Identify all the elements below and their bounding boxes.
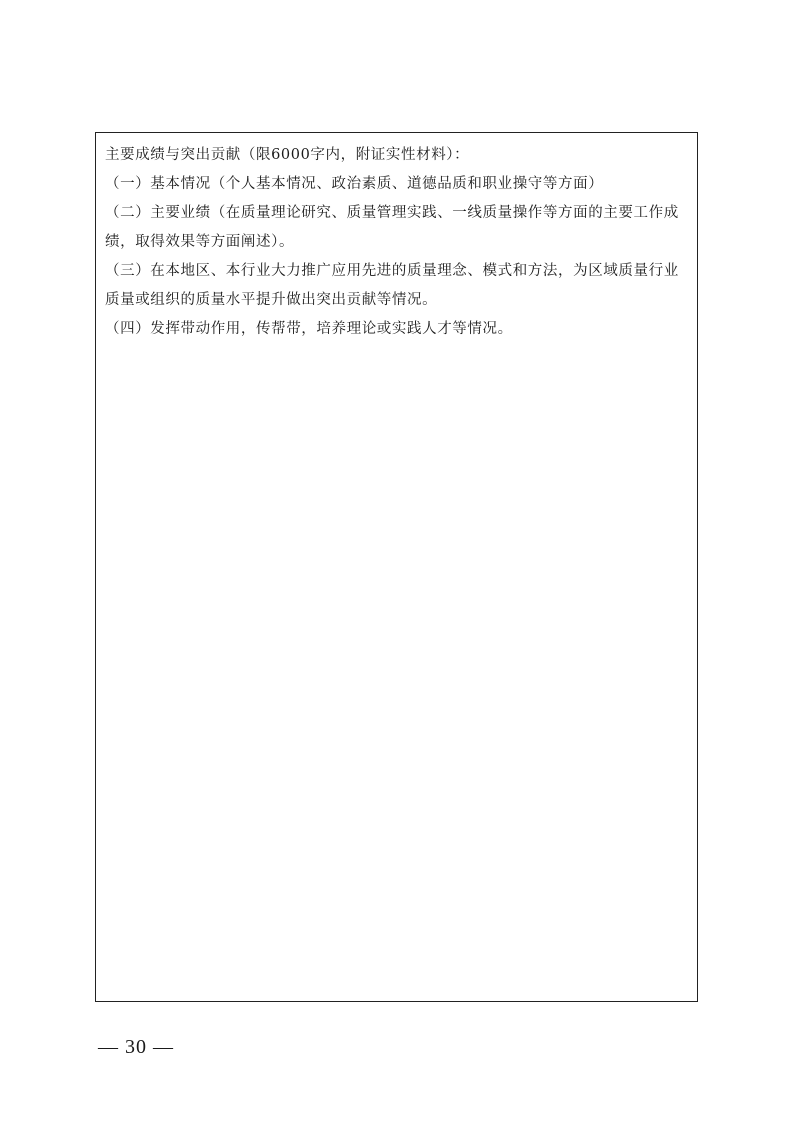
page-number: — 30 — [98,1036,174,1058]
form-item-mentoring: （四）发挥带动作用，传帮带，培养理论或实践人才等情况。 [105,321,513,337]
form-content [105,141,689,344]
achievements-form-box [95,132,698,1002]
form-item-promotion: （三）在本地区、本行业大力推广应用先进的质量理念、模式和方法，为区域质量行业质量或组织的质量水平提升做出突出贡献等情况。 [105,263,679,308]
form-heading: 主要成绩与突出贡献（限6000字内，附证实性材料）： [105,147,470,163]
form-item-main-achievements: （二）主要业绩（在质量理论研究、质量管理实践、一线质量操作等方面的主要工作成绩，取得效果等方面阐述）。 [105,205,679,250]
form-item-basic-info: （一）基本情况（个人基本情况、政治素质、道德品质和职业操守等方面） [105,176,604,192]
